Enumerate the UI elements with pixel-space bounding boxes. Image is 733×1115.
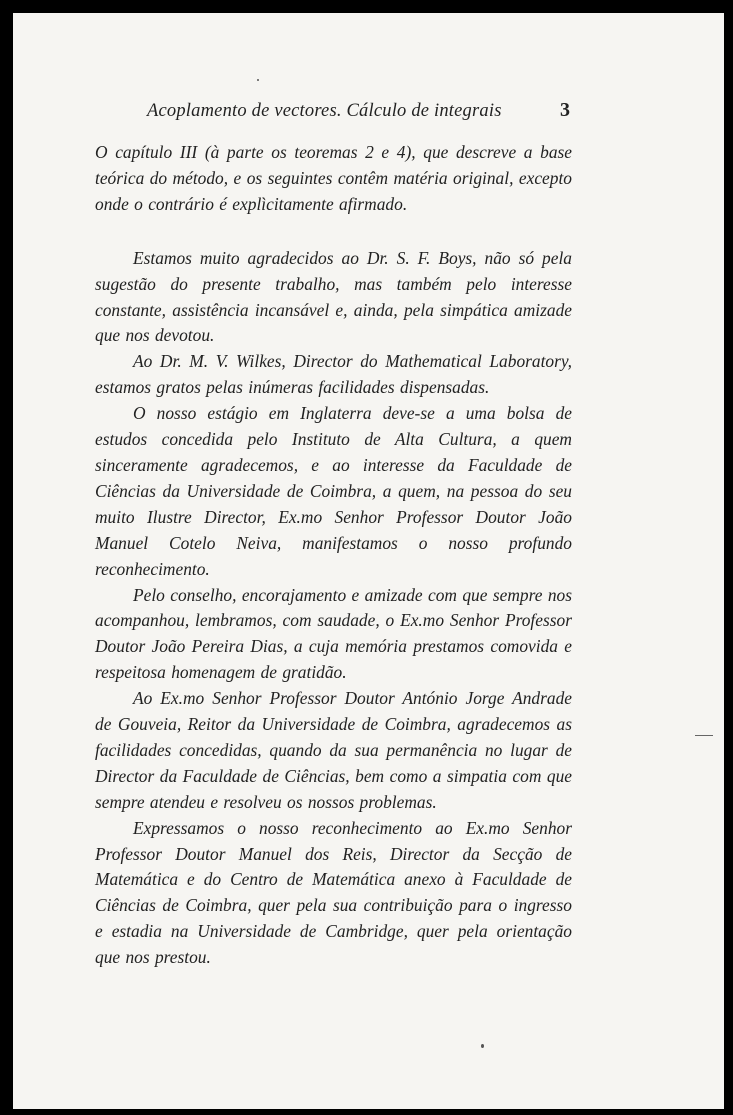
paragraph: O nosso estágio em Inglaterra deve-se a uma bolsa de estudos concedida pelo Instituto de Alta Cultura, a quem sinceramente agradecemos, e ao interesse da Faculdade de Ciências da Universidade de Coimbra, a quem, na pessoa do seu muito Ilustre Director, Ex.mo Senhor Professor Doutor João Manuel Cotelo Neiva, manifestamos o nosso profundo reconhecimento.: [95, 403, 572, 579]
paragraph: Ao Dr. M. V. Wilkes, Director do Mathematical Laboratory, estamos gratos pelas inúmeras facilidades dispensadas.: [95, 351, 572, 398]
page-number: 3: [560, 99, 570, 121]
document-page: [13, 13, 724, 1109]
paragraph: Estamos muito agradecidos ao Dr. S. F. Boys, não só pela sugestão do presente trabalho, mas também pelo interesse constante, assistência incansável e, ainda, pela simpática amizade que nos devotou.: [95, 247, 572, 346]
margin-mark: [695, 735, 713, 736]
paragraph: Pelo conselho, encorajamento e amizade com que sempre nos acompanhou, lembramos, com saudade, o Ex.mo Senhor Professor Doutor João Pereira Dias, a cuja memória prestamos comovida e respeitosa homenagem de gratidão.: [95, 584, 572, 683]
paragraph: Ao Ex.mo Senhor Professor Doutor António Jorge Andrade de Gouveia, Reitor da Universidade de Coimbra, agradecemos as facilidades concedidas, quando da sua permanência no lugar de Director da Faculdade de Ciências, bem como a simpatia com que sempre atendeu e resolveu os nossos problemas.: [95, 688, 572, 812]
ink-speck: [481, 1044, 484, 1048]
paragraph: O capítulo III (à parte os teoremas 2 e 4), que descreve a base teórica do método, e os seguintes contêm matéria original, excepto onde o contrário é explìcitamente afirmado.: [95, 142, 572, 214]
ink-speck: [257, 79, 259, 81]
body-text: [95, 140, 572, 971]
running-title: Acoplamento de vectores. Cálculo de integrais: [147, 101, 502, 121]
paragraph: Expressamos o nosso reconhecimento ao Ex.mo Senhor Professor Doutor Manuel dos Reis, Director da Secção de Matemática e do Centro de Matemática anexo à Faculdade de Ciências de Coimbra, quer pela sua contribuição para o ingresso e estadia na Universidade de Cambridge, quer pela orientação que nos prestou.: [95, 817, 572, 968]
page-header: [13, 99, 724, 127]
